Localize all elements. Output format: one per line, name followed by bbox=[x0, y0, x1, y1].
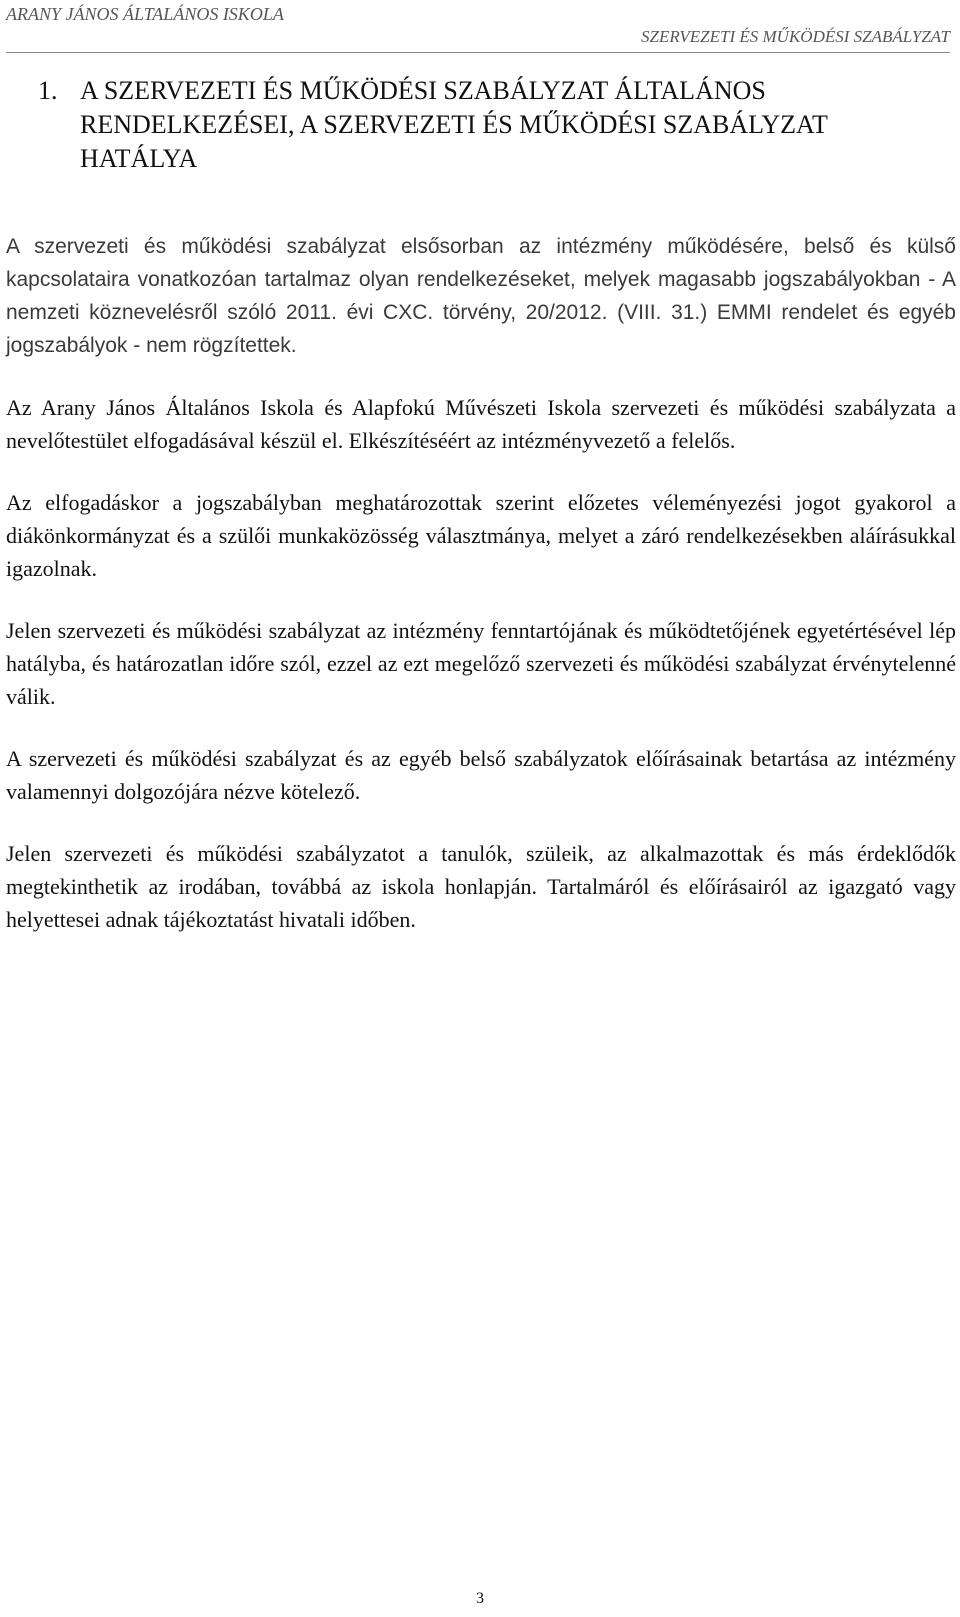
header-document-title: SZERVEZETI ÉS MŰKÖDÉSI SZABÁLYZAT bbox=[641, 27, 950, 46]
paragraph: Az Arany János Általános Iskola és Alapfokú Művészeti Iskola szervezeti és működési szabályzata a nevelőtestület elfogadásával készül el. Elkészítéséért az intézményvezető a felelős. bbox=[6, 395, 956, 453]
paragraph: A szervezeti és működési szabályzat elsősorban az intézmény működésére, belső és külső kapcsolataira vonatkozóan tartalmaz olyan rendelkezéseket, melyek magasabb jogszabályokban - A nemzeti köznevelésről szóló 2011. évi CXC. törvény, 20/2012. (VIII. 31.) EMMI rendelet és egyéb jogszabályok - nem rögzítettek. bbox=[6, 235, 956, 357]
section-heading bbox=[38, 74, 938, 176]
page-number: 3 bbox=[476, 1590, 484, 1607]
running-header bbox=[6, 0, 950, 53]
section-number: 1. bbox=[38, 76, 58, 105]
paragraph: A szervezeti és működési szabályzat és az egyéb belső szabályzatok előírásainak betartása az intézmény valamennyi dolgozójára nézve kötelező. bbox=[6, 746, 956, 804]
document-body bbox=[6, 230, 956, 965]
paragraph: Az elfogadáskor a jogszabályban meghatározottak szerint előzetes véleményezési jogot gyakorol a diákönkormányzat és a szülői munkaközösség választmánya, melyet a záró rendelkezésekben aláírásukkal igazolnak. bbox=[6, 490, 956, 581]
section-title: A SZERVEZETI ÉS MŰKÖDÉSI SZABÁLYZAT ÁLTALÁNOS RENDELKEZÉSEI, A SZERVEZETI ÉS MŰKÖDÉSI SZABÁLYZAT HATÁLYA bbox=[80, 76, 828, 173]
paragraph: Jelen szervezeti és működési szabályzatot a tanulók, szüleik, az alkalmazottak és más érdeklődők megtekinthetik az irodában, továbbá az iskola honlapján. Tartalmáról és előírásairól az igazgató vagy helyettesei adnak tájékoztatást hivatali időben. bbox=[6, 841, 956, 932]
header-school-name: ARANY JÁNOS ÁLTALÁNOS ISKOLA bbox=[6, 4, 284, 24]
paragraph: Jelen szervezeti és működési szabályzat az intézmény fenntartójának és működtetőjének egyetértésével lép hatályba, és határozatlan időre szól, ezzel az ezt megelőző szervezeti és működési szabályzat érvénytelenné válik. bbox=[6, 618, 956, 709]
